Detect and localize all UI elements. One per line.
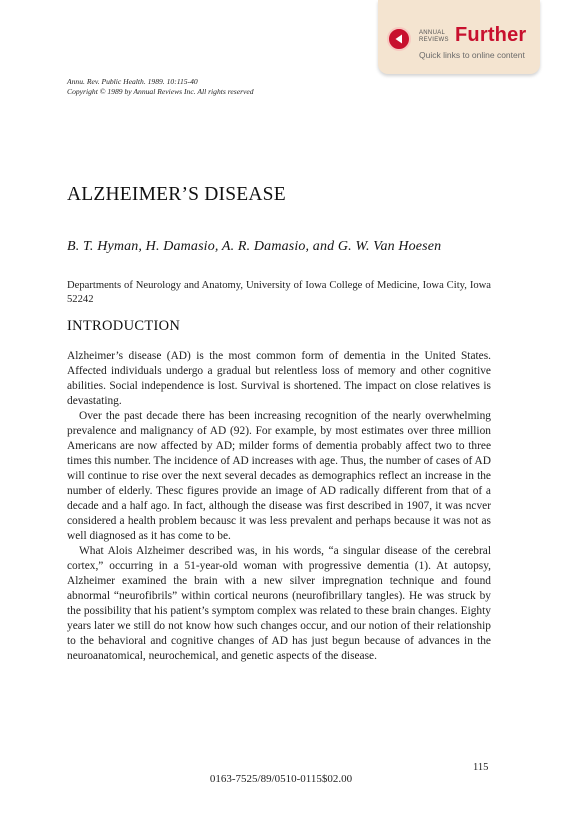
quick-links-label: Quick links to online content bbox=[419, 50, 525, 60]
back-arrow-circle-icon bbox=[387, 27, 411, 51]
body-paragraph: What Alois Alzheimer described was, in his words, “a singular disease of the cerebral cortex,” occurring in a 51-year-old woman with progressive dementia (1). At autopsy, Alzheimer examined the brain with a new silver impregnation technique and found abnormal “neurofibrils” within cortical neurons (neurofibrillary tangles). He was struck by the possibility that his patient’s symptom complex was related to these brain changes. Eighty years later we still do not know how such changes occur, and our notion of their relationship to the behavioral and cognitive changes of AD has just begun because of advances in the neuroanatomical, neurochemical, and genetic aspects of the disease. bbox=[67, 545, 491, 662]
further-label: Further bbox=[455, 24, 527, 46]
article-title: ALZHEIMER’S DISEASE bbox=[67, 184, 286, 205]
section-heading-introduction: INTRODUCTION bbox=[67, 318, 181, 334]
author-list: B. T. Hyman, H. Damasio, A. R. Damasio, and G. W. Van Hoesen bbox=[67, 239, 442, 254]
logo-word-annual: ANNUAL bbox=[419, 30, 446, 36]
annual-reviews-further-banner[interactable] bbox=[378, 0, 540, 74]
body-paragraph: Alzheimer’s disease (AD) is the most common form of dementia in the United States. Affected individuals undergo a gradual but relentless loss of memory and other cognitive abilities. Social independence is lost. Survival is shortened. The impact on close relatives is devastating. bbox=[67, 350, 491, 407]
journal-citation bbox=[67, 77, 254, 97]
copyright-line: Copyright © 1989 by Annual Reviews Inc. All rights reserved bbox=[67, 87, 254, 96]
article-body bbox=[67, 349, 491, 664]
body-paragraph: Over the past decade there has been increasing recognition of the nearly overwhelming prevalence and malignancy of AD (92). For example, by most estimates over three million Americans are now affected by AD; milder forms of dementia probably affect two to three times this number. The incidence of AD increases with age. Thus, the number of cases of AD will continue to rise over the next several decades as demographics reflect an increase in the number of elderly. Thesc figures provide an image of AD radically different from that of a decade and a half ago. In fact, although the disease was first described in 1907, it was ncver considered a health problem becausc it was less prevalent and perhaps because it was not as well diagnosed as it has come to be. bbox=[67, 410, 491, 542]
annual-reviews-logo-text bbox=[419, 30, 449, 44]
citation-line: Annu. Rev. Public Health. 1989. 10:115-40 bbox=[67, 77, 198, 86]
article-code: 0163-7525/89/0510-0115$02.00 bbox=[209, 773, 353, 785]
page-number: 115 bbox=[473, 762, 489, 773]
logo-word-reviews: REVIEWS bbox=[419, 37, 449, 43]
author-affiliation: Departments of Neurology and Anatomy, University of Iowa College of Medicine, Iowa City, Iowa 52242 bbox=[67, 280, 491, 305]
